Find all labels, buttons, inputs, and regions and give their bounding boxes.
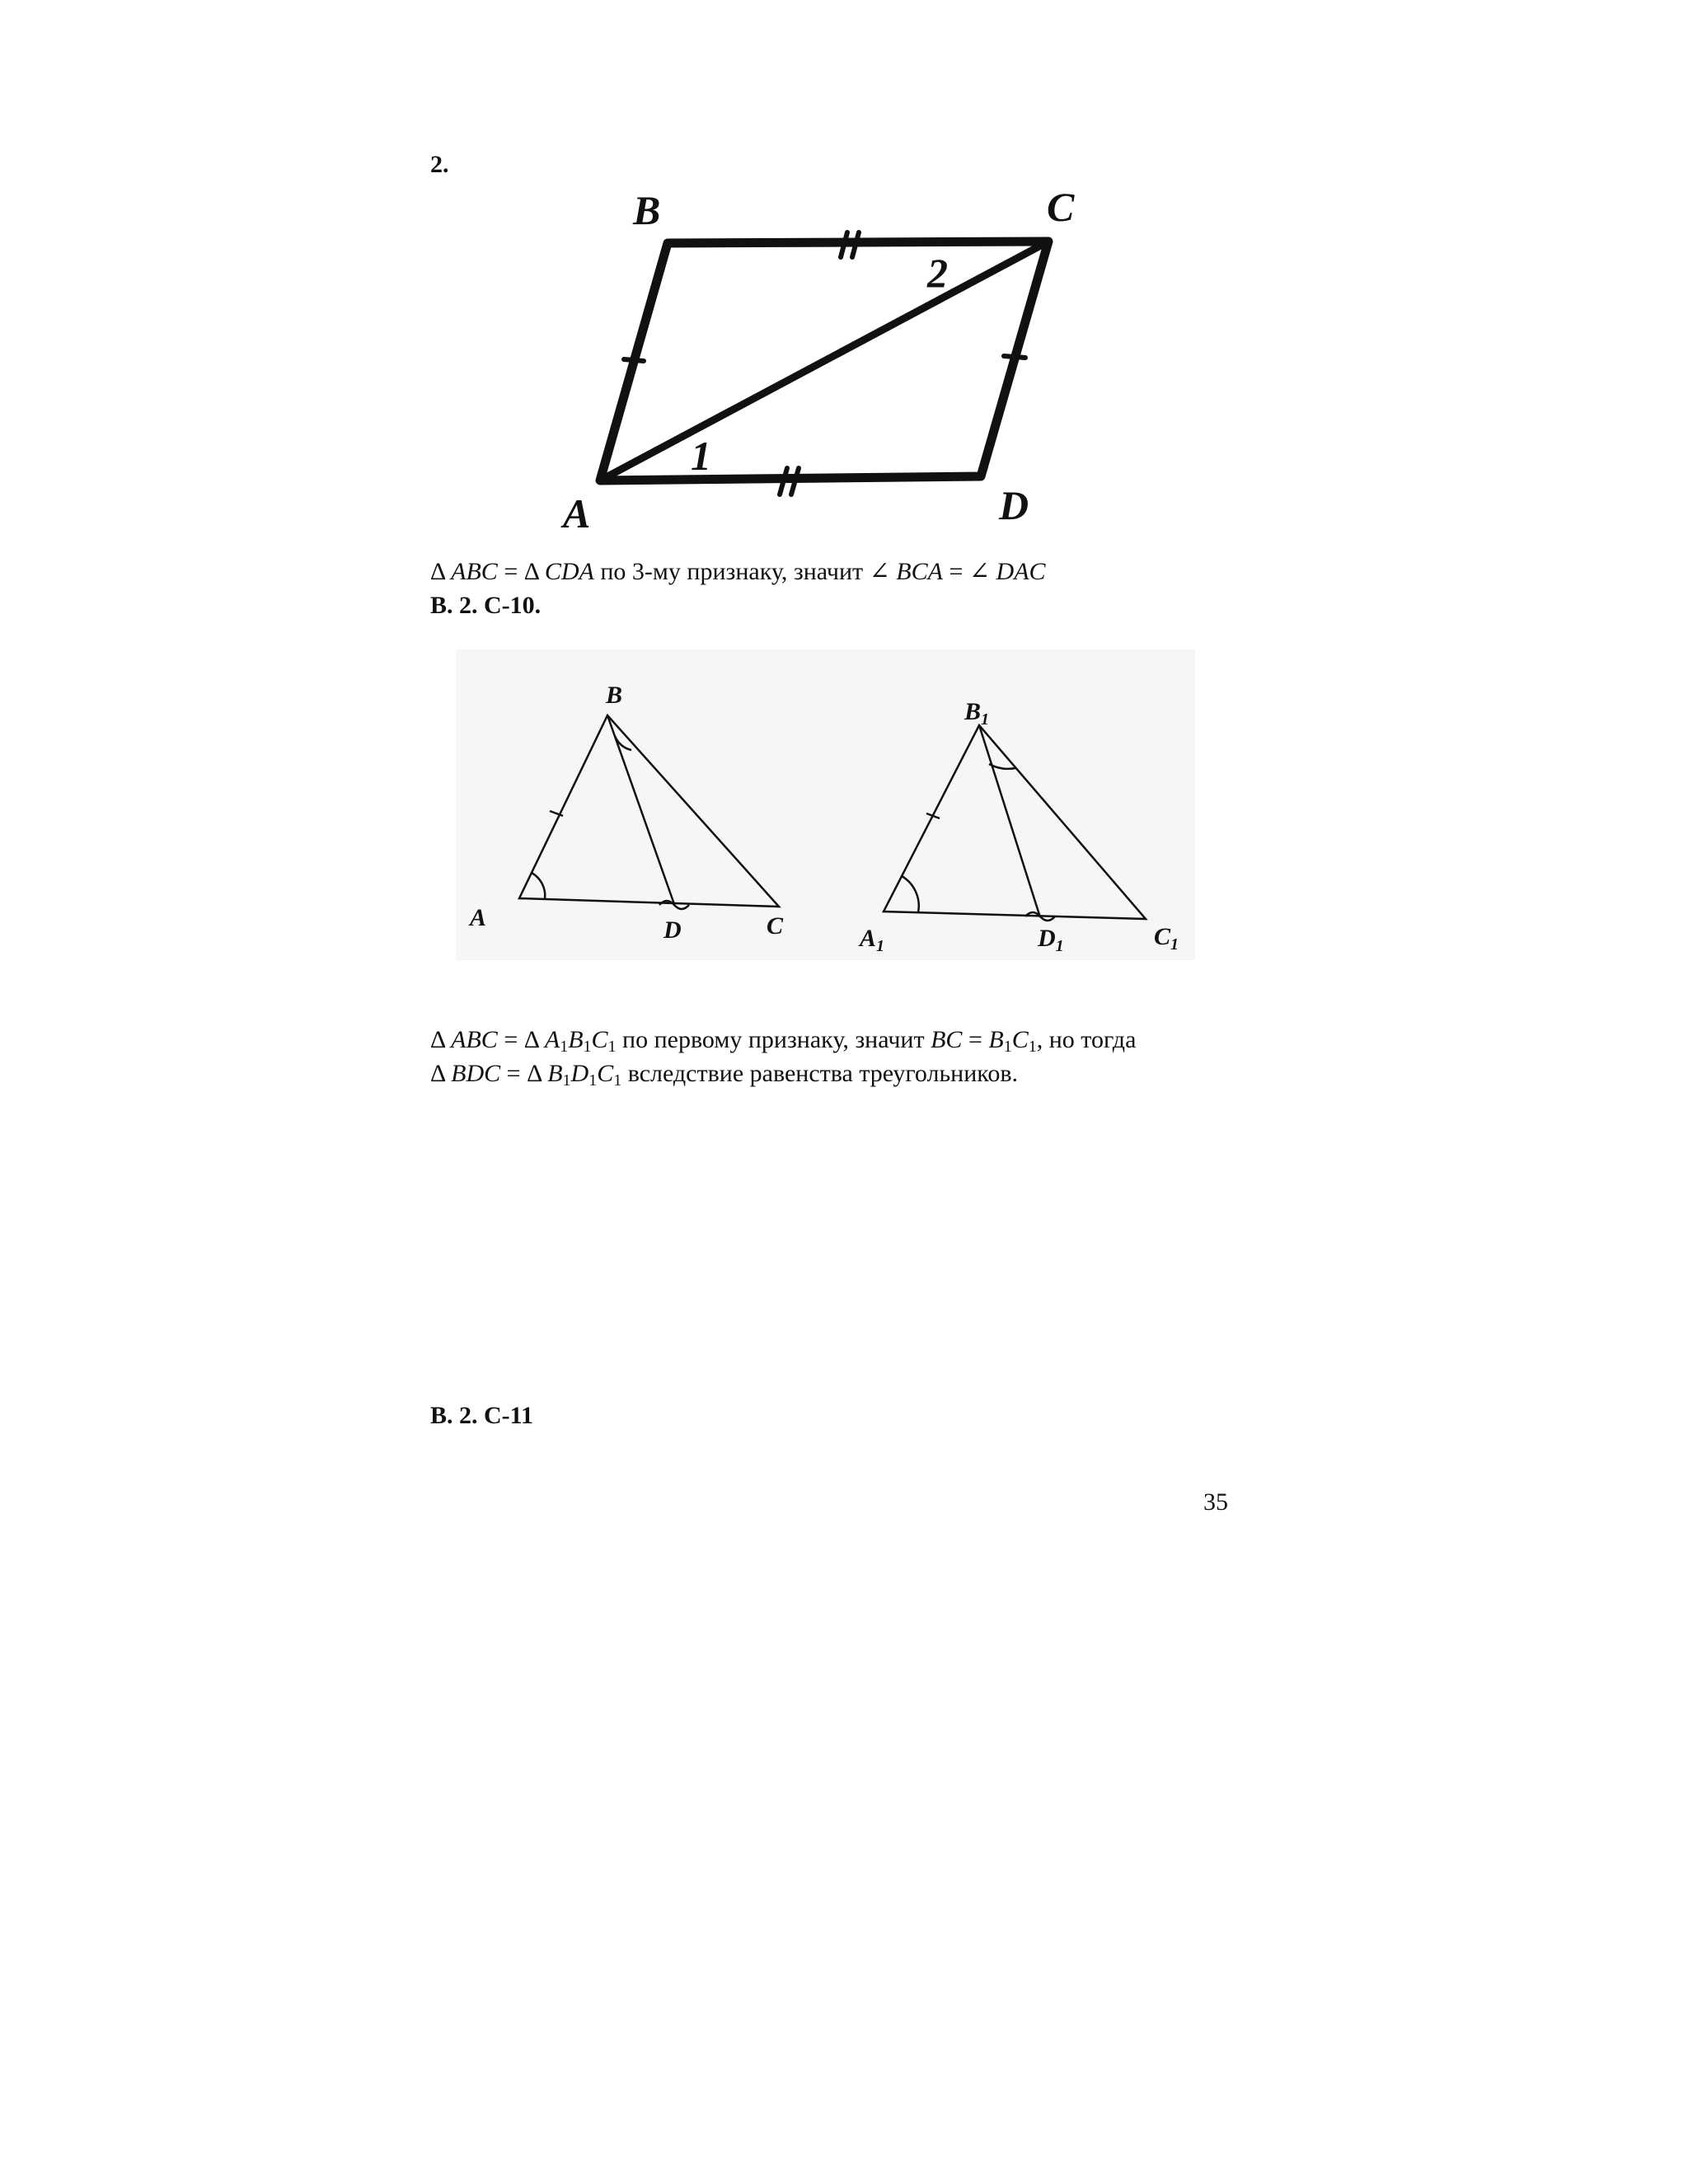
label-C: C <box>1047 184 1075 230</box>
label-A1: $A_1$ <box>860 925 885 955</box>
label-D1: $D_1$ <box>1038 925 1064 955</box>
label-D: D <box>999 482 1029 528</box>
segment-b1d1 <box>979 725 1040 917</box>
figure-triangles <box>456 649 1195 960</box>
angle-arc-a1 <box>902 876 919 912</box>
label-angle-2: 2 <box>927 250 948 296</box>
page-number: 35 <box>1203 1488 1228 1516</box>
statement-2-line-2: Δ BDC = Δ $B_1D_1C_1$ вследствие равенства треугольников. <box>430 1060 1019 1090</box>
angle-arc-a <box>532 873 545 899</box>
tick-ab <box>624 359 644 361</box>
label-angle-1: 1 <box>691 433 711 479</box>
triangle-abc <box>519 715 779 907</box>
diagonal-ac <box>600 241 1048 480</box>
tick-bc-1 <box>841 232 847 257</box>
section-heading-c10: В. 2. С-10. <box>430 592 542 619</box>
label-B: B <box>606 682 623 709</box>
segment-bd <box>607 715 674 904</box>
statement-2-line-1: Δ ABC = Δ $A_1B_1C_1$ по первому признаку, значит BC = $B_1C_1$, но тогда <box>430 1026 1137 1056</box>
label-A: A <box>563 490 591 537</box>
label-B: B <box>633 187 661 233</box>
figure-parallelogram <box>560 177 1080 540</box>
label-A: A <box>470 904 487 931</box>
label-C: C <box>767 912 784 940</box>
tick-cd <box>1004 356 1025 358</box>
label-B1: $B_1$ <box>964 698 990 729</box>
label-D: D <box>663 916 682 944</box>
triangle-a1b1c1 <box>884 725 1146 919</box>
problem-number: 2. <box>430 151 449 178</box>
section-heading-c11: В. 2. С-11 <box>430 1402 534 1429</box>
tick-bc-2 <box>852 232 859 257</box>
label-C1: $C_1$ <box>1154 923 1179 954</box>
statement-1: Δ ABC = Δ CDA по 3-му признаку, значит ∠ BCA = ∠ DAC <box>430 558 1046 585</box>
